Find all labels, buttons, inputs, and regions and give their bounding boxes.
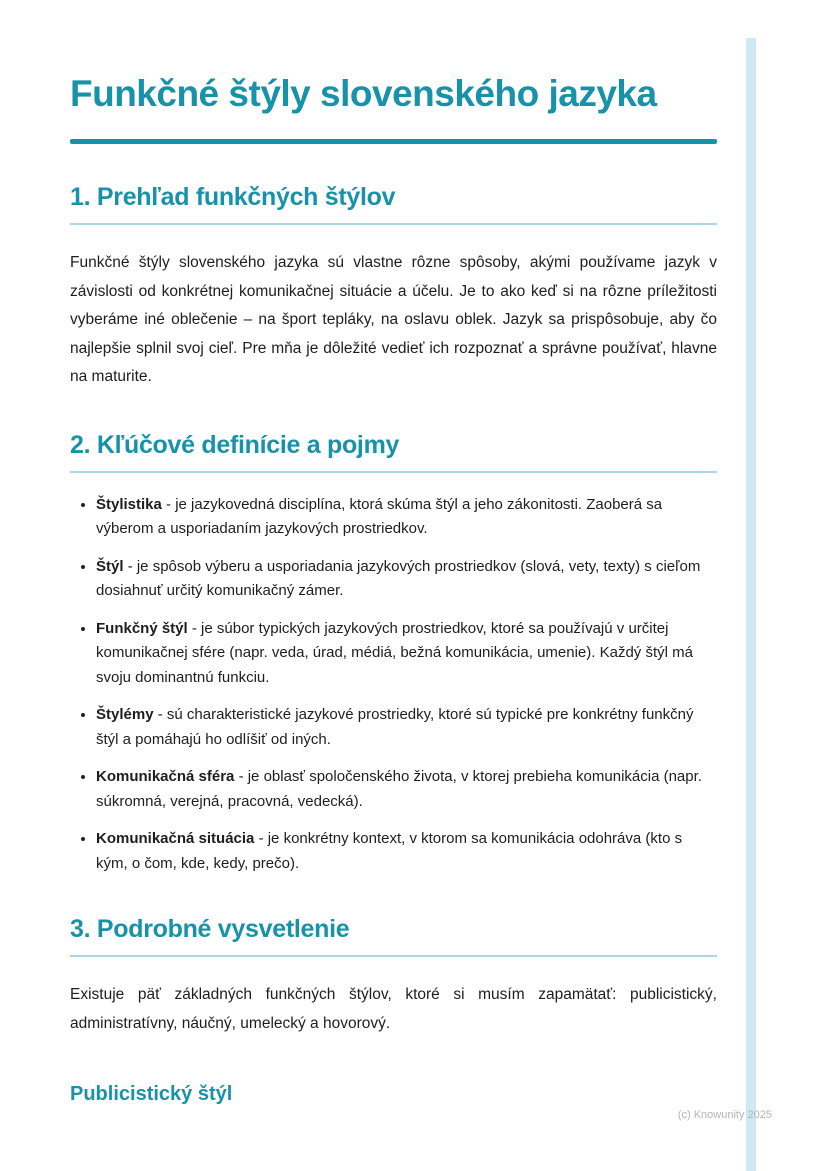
subsection-heading-publicisticky-styl: Publicistický štýl: [70, 1083, 233, 1105]
document-content: [70, 0, 717, 1106]
term-label: Komunikačná situácia: [96, 830, 255, 847]
list-item-funkcny-styl: [96, 617, 717, 691]
title-rule: [70, 139, 717, 144]
list-item-komunikacna-sfera: [96, 765, 717, 814]
footer-credit: (c) Knowunity 2025: [677, 1109, 772, 1121]
term-label: Štýl: [96, 557, 124, 575]
list-item-styl: [96, 555, 717, 604]
term-label: Komunikačná sféra: [96, 768, 235, 785]
term-description: - je jazykovedná disciplína, ktorá skúma štýl a jeho zákonitosti. Zaoberá sa výberom a usporiadaním jazykových prostriedkov.: [96, 495, 663, 537]
term-label: Štylistika: [96, 495, 162, 513]
term-description: - sú charakteristické jazykové prostriedky, ktoré sú typické pre konkrétny funkčný štýl a pomáhajú ho odlíšiť od iných.: [96, 706, 694, 748]
term-description: - je spôsob výberu a usporiadania jazykových prostriedkov (slová, vety, texty) s cieľom dosiahnuť určitý komunikačný zámer.: [96, 557, 701, 599]
section-overview-heading: 1. Prehľad funkčných štýlov: [70, 182, 717, 225]
list-item-stylistika: [96, 493, 717, 542]
term-description: - je súbor typických jazykových prostriedkov, ktoré sa používajú v určitej komunikačnej sfére (napr. veda, úrad, médiá, bežná komunikácia, umenie). Každý štýl má svoju dominantnú funkciu.: [96, 619, 693, 686]
list-item-stylemy: [96, 703, 717, 752]
section-definitions-heading: 2. Kľúčové definície a pojmy: [70, 430, 717, 473]
section-explanation-paragraph: Existuje päť základných funkčných štýlov, ktoré si musím zapamätať: publicistický, administratívny, náučný, umelecký a hovorový.: [70, 986, 717, 1032]
definitions-list: [70, 493, 717, 877]
page-title: Funkčné štýly slovenského jazyka: [70, 73, 657, 114]
term-description: - je konkrétny kontext, v ktorom sa komunikácia odohráva (kto s kým, o čom, kde, kedy, prečo).: [96, 830, 683, 872]
term-label: Funkčný štýl: [96, 619, 188, 637]
term-description: - je oblasť spoločenského života, v ktorej prebieha komunikácia (napr. súkromná, verejná, pracovná, vedecká).: [96, 768, 702, 810]
section-overview-paragraph: Funkčné štýly slovenského jazyka sú vlastne rôzne spôsoby, akými používame jazyk v závislosti od konkrétnej komunikačnej situácie a účelu. Je to ako keď si na rôzne príležitosti vyberáme iné oblečenie – na šport tepláky, na oslavu oblek. Jazyk sa prispôsobuje, aby čo najlepšie splnil svoj cieľ. Pre mňa je dôležité vedieť ich rozpoznať a správne používať, hlavne na maturite.: [70, 254, 717, 385]
section-explanation-heading: 3. Podrobné vysvetlenie: [70, 914, 717, 957]
list-item-komunikacna-situacia: [96, 827, 717, 876]
right-edge-stripe: [746, 38, 756, 1171]
term-label: Štylémy: [96, 706, 154, 723]
